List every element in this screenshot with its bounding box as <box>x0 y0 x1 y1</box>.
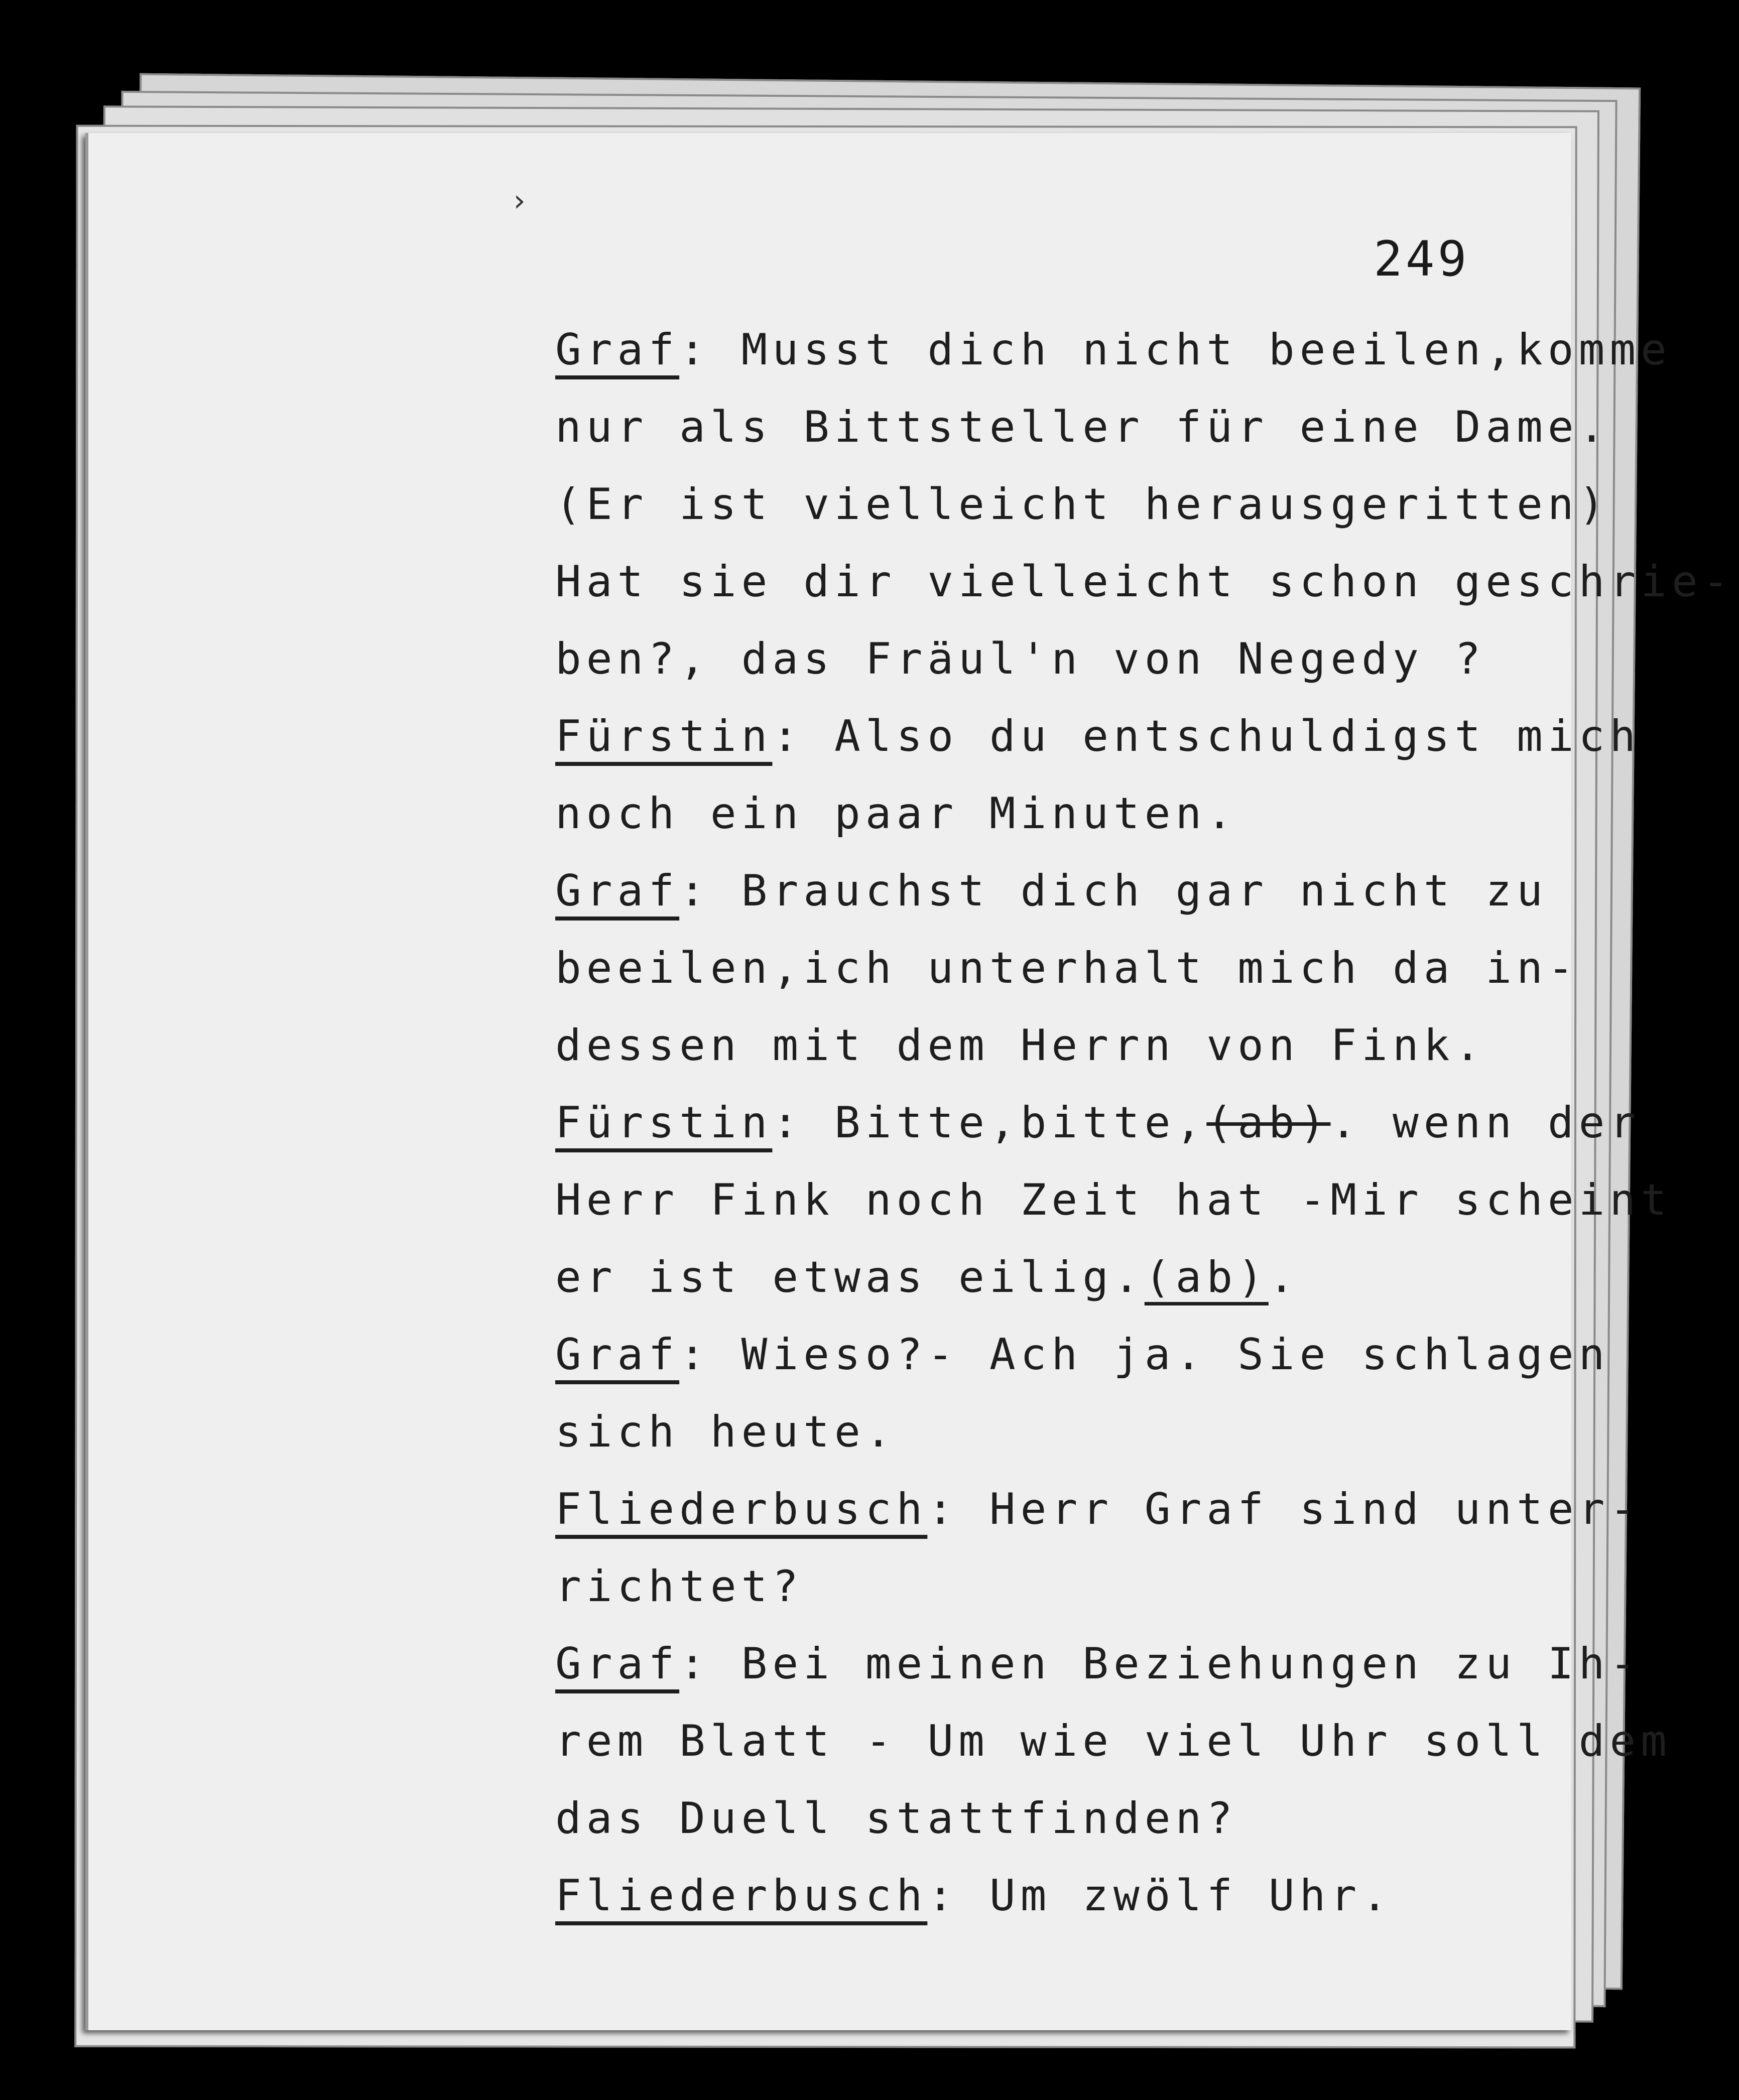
speaker-name: Graf <box>555 1330 680 1380</box>
speaker-name: Fliederbusch <box>555 1484 928 1534</box>
stray-mark: › <box>510 183 529 218</box>
script-line: das Duell stattfinden? <box>555 1793 1238 1844</box>
script-line: Graf: Musst dich nicht beeilen,komme <box>555 325 1672 375</box>
script-line: dessen mit dem Herrn von Fink. <box>555 1020 1486 1071</box>
script-line: (Er ist vielleicht herausgeritten) <box>555 479 1610 530</box>
struck-stage-direction: (ab) <box>1206 1098 1331 1148</box>
speaker-name: Graf <box>555 866 680 916</box>
speaker-name: Fliederbusch <box>555 1871 928 1921</box>
script-line: Fürstin: Bitte,bitte,(ab). wenn der <box>555 1098 1641 1148</box>
script-line: Hat sie dir vielleicht schon geschrie- <box>555 557 1734 607</box>
speaker-name: Graf <box>555 1639 680 1689</box>
script-line: sich heute. <box>555 1407 897 1457</box>
script-line: beeilen,ich unterhalt mich da in- <box>555 943 1579 993</box>
script-line: Fliederbusch: Um zwölf Uhr. <box>555 1871 1393 1921</box>
script-text <box>555 311 1734 1934</box>
speaker-name: Fürstin <box>555 711 773 761</box>
speaker-name: Graf <box>555 325 680 375</box>
script-line: er ist etwas eilig.(ab). <box>555 1252 1300 1302</box>
script-line: rem Blatt - Um wie viel Uhr soll dem <box>555 1716 1672 1766</box>
page-number: 249 <box>1374 231 1470 287</box>
script-line: noch ein paar Minuten. <box>555 789 1238 839</box>
script-line: Herr Fink noch Zeit hat -Mir scheint <box>555 1175 1672 1225</box>
script-line: richtet? <box>555 1561 804 1612</box>
script-line: Graf: Brauchst dich gar nicht zu <box>555 866 1548 916</box>
script-line: Fürstin: Also du entschuldigst mich <box>555 711 1641 761</box>
script-line: Fliederbusch: Herr Graf sind unter- <box>555 1484 1641 1534</box>
script-line: Graf: Wieso?- Ach ja. Sie schlagen <box>555 1330 1610 1380</box>
script-line: nur als Bittsteller für eine Dame. <box>555 402 1610 452</box>
typescript-page <box>85 133 1734 2030</box>
script-line: Graf: Bei meinen Beziehungen zu Ih- <box>555 1639 1641 1689</box>
script-line: ben?, das Fräul'n von Negedy ? <box>555 634 1486 684</box>
speaker-name: Fürstin <box>555 1098 773 1148</box>
stage-direction: (ab) <box>1144 1252 1269 1302</box>
